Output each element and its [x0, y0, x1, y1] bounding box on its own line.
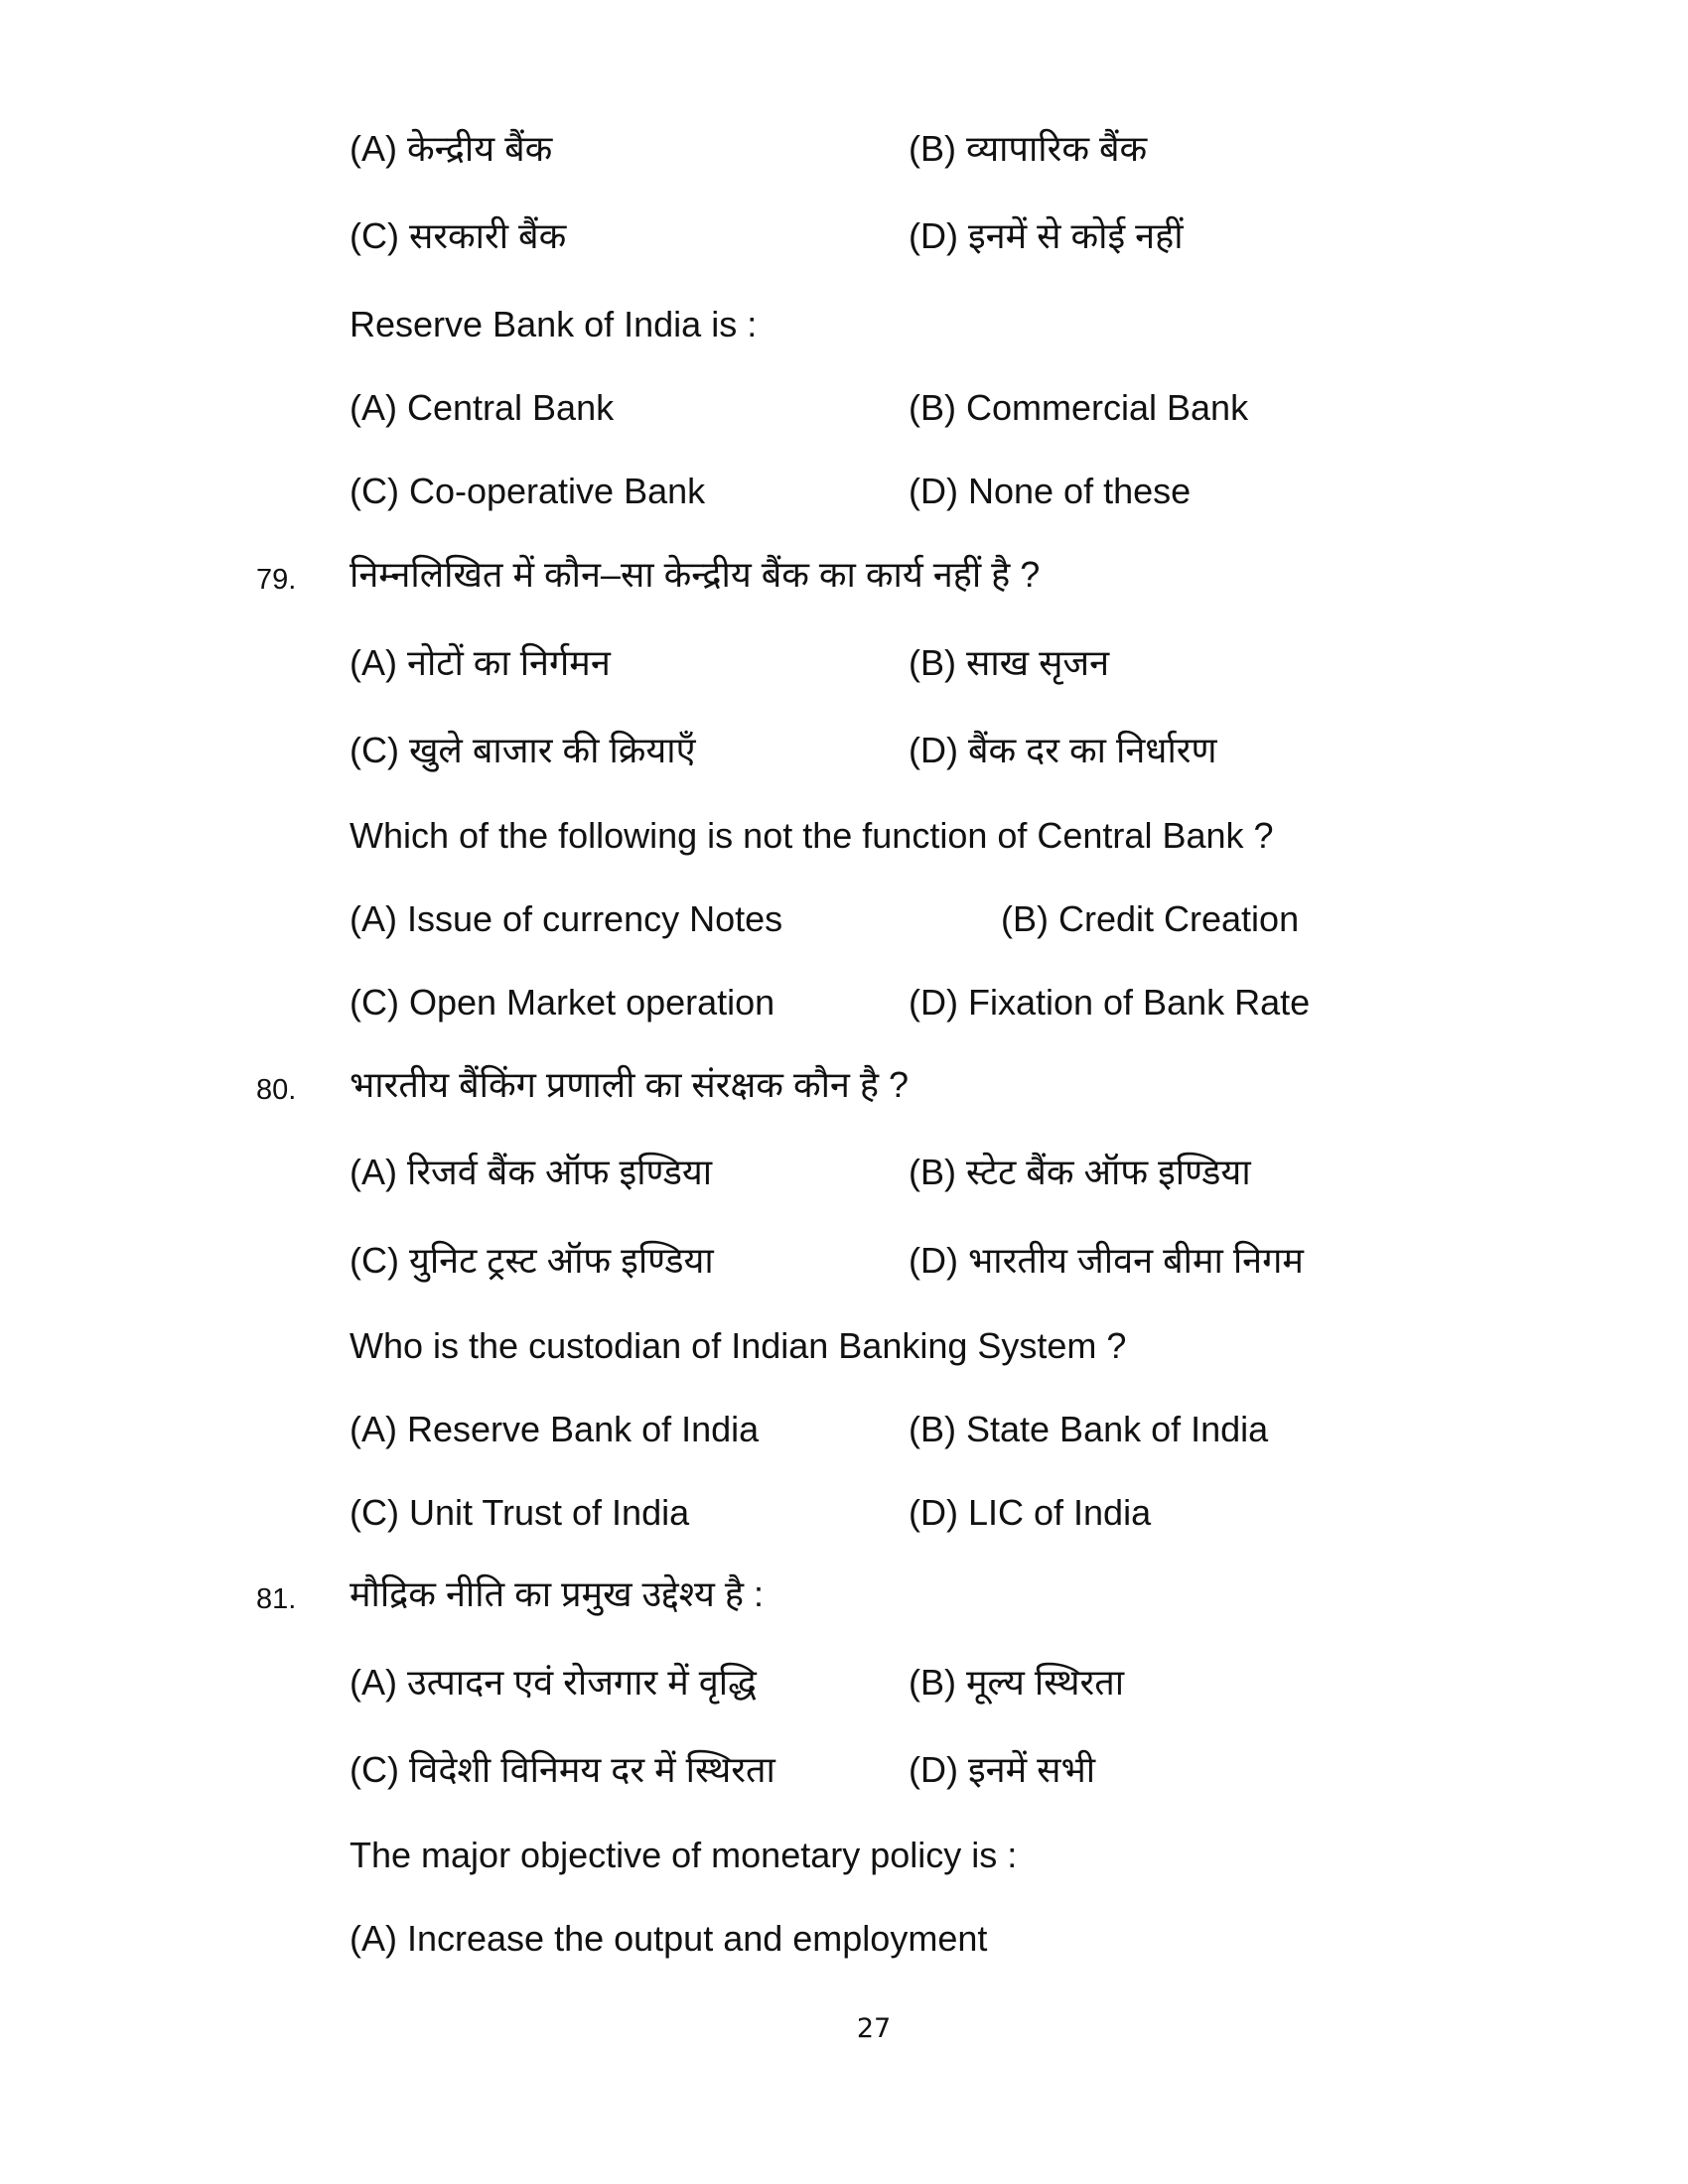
q79-en-option-c: (C) Open Market operation: [350, 982, 775, 1023]
q81-hi-option-b: (B) मूल्य स्थिरता: [909, 1662, 1125, 1703]
q80-en-question: Who is the custodian of Indian Banking System ?: [350, 1325, 1127, 1366]
q78-en-option-a: (A) Central Bank: [350, 387, 615, 428]
q78-hi-option-a: (A) केन्द्रीय बैंक: [350, 128, 553, 169]
q79-hi-option-d: (D) बैंक दर का निर्धारण: [909, 730, 1217, 770]
q80-en-option-b: (B) State Bank of India: [909, 1409, 1269, 1449]
q79-en-question: Which of the following is not the function of Central Bank ?: [350, 815, 1274, 856]
q80-en-option-a: (A) Reserve Bank of India: [350, 1409, 760, 1449]
q80-hi-option-b: (B) स्टेट बैंक ऑफ इण्डिया: [909, 1152, 1251, 1192]
q79-number: 79.: [256, 564, 297, 596]
q81-number: 81.: [256, 1583, 297, 1615]
q78-en-option-d: (D) None of these: [909, 471, 1192, 511]
q78-en-option-c: (C) Co-operative Bank: [350, 471, 706, 511]
q81-hi-question: मौद्रिक नीति का प्रमुख उद्देश्य है :: [350, 1573, 764, 1614]
q80-number: 80.: [256, 1074, 297, 1106]
q81-en-option-a: (A) Increase the output and employment: [350, 1918, 988, 1959]
q80-hi-question: भारतीय बैंकिंग प्रणाली का संरक्षक कौन है ?: [350, 1064, 910, 1105]
q81-en-question: The major objective of monetary policy is :: [350, 1835, 1018, 1875]
q79-en-option-b: (B) Credit Creation: [1001, 898, 1300, 939]
q79-en-option-d: (D) Fixation of Bank Rate: [909, 982, 1311, 1023]
q80-en-option-d: (D) LIC of India: [909, 1492, 1152, 1533]
q78-hi-option-d: (D) इनमें से कोई नहीं: [909, 215, 1184, 256]
page-number: 27: [856, 2013, 892, 2044]
q78-hi-option-b: (B) व्यापारिक बैंक: [909, 128, 1148, 169]
q81-hi-option-a: (A) उत्पादन एवं रोजगार में वृद्धि: [350, 1662, 757, 1703]
q79-en-option-a: (A) Issue of currency Notes: [350, 898, 783, 939]
q80-hi-option-a: (A) रिजर्व बैंक ऑफ इण्डिया: [350, 1152, 713, 1192]
q79-hi-option-c: (C) खुले बाजार की क्रियाएँ: [350, 730, 696, 770]
q78-hi-option-c: (C) सरकारी बैंक: [350, 215, 567, 256]
q78-en-option-b: (B) Commercial Bank: [909, 387, 1249, 428]
q79-hi-question: निम्नलिखित में कौन–सा केन्द्रीय बैंक का कार्य नहीं है ?: [350, 554, 1041, 595]
q79-hi-option-a: (A) नोटों का निर्गमन: [350, 642, 611, 683]
q81-hi-option-c: (C) विदेशी विनिमय दर में स्थिरता: [350, 1749, 775, 1790]
q79-hi-option-b: (B) साख सृजन: [909, 642, 1110, 683]
q80-en-option-c: (C) Unit Trust of India: [350, 1492, 690, 1533]
q80-hi-option-c: (C) युनिट ट्रस्ट ऑफ इण्डिया: [350, 1240, 714, 1281]
q78-en-question: Reserve Bank of India is :: [350, 304, 758, 344]
q80-hi-option-d: (D) भारतीय जीवन बीमा निगम: [909, 1240, 1304, 1281]
q81-hi-option-d: (D) इनमें सभी: [909, 1749, 1096, 1790]
